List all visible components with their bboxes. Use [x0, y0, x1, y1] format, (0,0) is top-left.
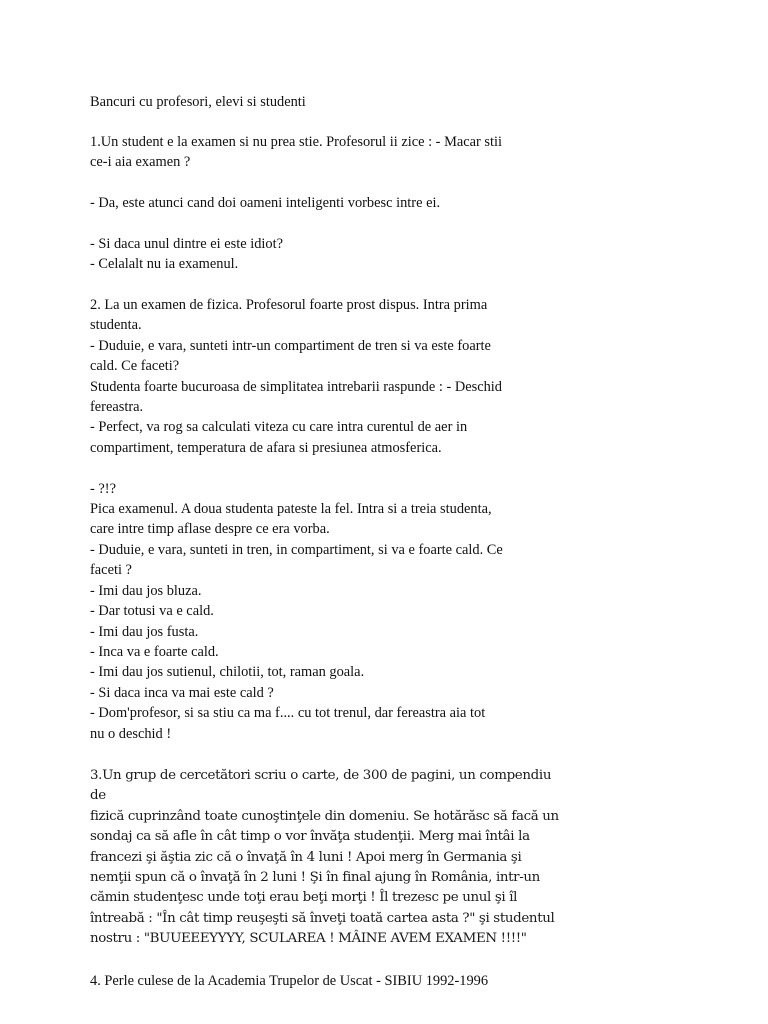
joke-3-text: 3.Un grup de cercetători scriu o carte, de 300 de pagini, un compendiu de fizică cuprinzând toate cunoştinţele din domeniu. Se hotărăsc să facă un sondaj ca să afle în cât timp o vor învăţa studenţii. Merg mai întâi la francezi şi ăştia zic că o învaţă în 4 luni ! Apoi merg în Germania şi nemţii spun că o învaţă în 2 luni ! Şi în final ajung în România, intr-un cămin studenţesc unde toţi erau beţi morţi ! Îl trezesc pe unul şi îl întreabă : "În cât timp reuşeşti să înveţi toată cartea asta ?" şi studentul nostru : "BUUEEEYYYY, SCULAREA ! MÂINE AVEM EXAMEN !!!!" [90, 768, 559, 947]
joke-2-text: 2. La un examen de fizica. Profesorul foarte prost dispus. Intra prima studenta. - Duduie, e vara, sunteti intr-un compartiment de tren si va este foarte cald. Ce faceti? Studenta foarte bucuroasa de simplitatea intrebarii raspunde : - Deschid fereastra. - Perfect, va rog sa calculati viteza cu care intra curentul de aer in compartiment, temperatura de afara si presiunea atmosferica. - ?!? Pica examenul. A doua studenta pateste la fel. Intra si a treia studenta, care intre timp aflase despre ce era vorba. - Duduie, e vara, sunteti in tren, in compartiment, si va e foarte cald. Ce faceti ? - Imi dau jos bluza. - Dar totusi va e cald. - Imi dau jos fusta. - Inca va e foarte cald. - Imi dau jos sutienul, chilotii, tot, raman goala. - Si daca inca va mai este cald ? - Dom'profesor, si sa stiu ca ma f.... cu tot trenul, dar fereastra aia tot nu o deschid ! [90, 297, 503, 742]
document-title: Bancuri cu profesori, elevi si studenti [90, 94, 306, 110]
section-4-heading: 4. Perle culese de la Academia Trupelor de Uscat - SIBIU 1992-1996 [90, 973, 489, 989]
joke-1-text: 1.Un student e la examen si nu prea stie. Profesorul ii zice : - Macar stii ce-i aia examen ? - Da, este atunci cand doi oameni inteligenti vorbesc intre ei. - Si daca unul dintre ei este idiot? - Celalalt nu ia examenul. [90, 134, 503, 273]
